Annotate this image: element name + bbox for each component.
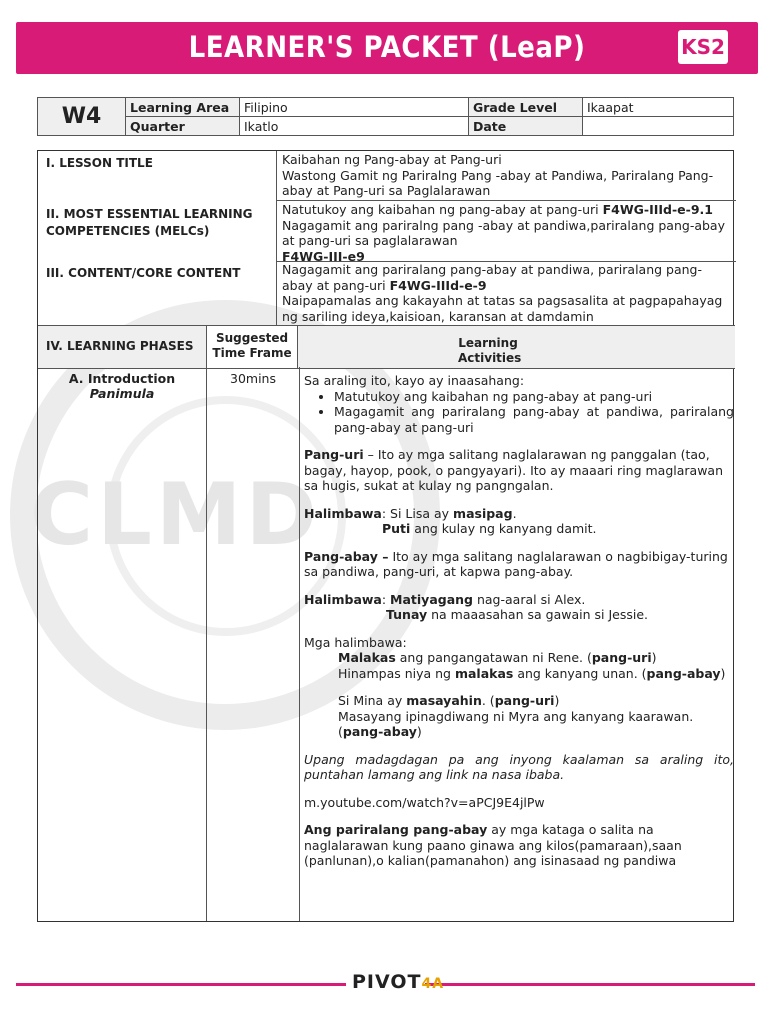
m1-tag: pang-uri	[591, 650, 652, 665]
ex2-bold: Puti	[382, 521, 411, 536]
ex4-bold: Tunay	[386, 607, 428, 622]
example-m3	[304, 693, 734, 709]
phases-label: IV. LEARNING PHASES	[46, 339, 194, 353]
date-value	[583, 117, 734, 136]
m3-pre: Si Mina ay	[338, 693, 407, 708]
phase-a-subtitle: Panimula	[89, 386, 155, 401]
objective-item: • Magagamit ang pariralang pang-abay at pandiwa, pariralang pang-abay at pang-uri	[334, 404, 734, 435]
extra-knowledge-note: Upang madagdagan pa ang inyong kaalaman sa araling ito, puntahan lamang ang link na nasa ibaba.	[304, 751, 734, 782]
date-label: Date	[469, 117, 583, 136]
phases-header-row	[38, 325, 735, 369]
melc-cell	[276, 201, 736, 262]
m3-tag: pang-uri	[494, 693, 555, 708]
content-label: III. CONTENT/CORE CONTENT	[46, 266, 241, 280]
ex3-bold: Matiyagang	[390, 591, 473, 607]
ex3-post: nag-aaral si Alex.	[473, 591, 586, 607]
melc-label-cell	[38, 201, 276, 261]
lesson-title-text: Kaibahan ng Pang-abay at Pang-uri Wastong Gamit ng Pariralng Pang -abay at Pandiwa, Pariralang Pang-abay at Pang-uri sa Paglalarawan	[282, 152, 714, 198]
m4-tag: pang-abay	[342, 724, 417, 739]
phase-a-cell	[38, 371, 206, 401]
melc-code-2: F4WG-III-e9	[282, 248, 365, 264]
activities-label: Learning Activities	[458, 336, 522, 365]
example-m4-tag	[304, 724, 734, 740]
halimbawa-label: Halimbawa	[304, 505, 382, 521]
activities-intro: Sa araling ito, kayo ay inaasahang:	[304, 373, 525, 388]
m2-pre: Hinampas niya ng	[338, 665, 455, 681]
phrase-def-text: ay mga kataga o salita na naglalarawan kung paano ginawa ang kilos(pamaraan),saan (panlunan),o kalian(pamanahon) ang isinasaad ng pandiwa	[304, 822, 682, 868]
ex1-bold: masipag	[453, 505, 513, 521]
pangabay-definition	[304, 549, 734, 580]
ks-badge: KS2	[678, 30, 728, 64]
panguri-def-text: – Ito ay mga salitang naglalarawan ng panggalan (tao, bagay, hayop, pook, o pangyayari). Ito ay maaari ring maglarawan sa hugis, sukat at kulay ng pangngalan.	[304, 447, 724, 493]
footer-line-right	[425, 983, 755, 986]
ex3-pre: :	[381, 591, 391, 607]
lesson-title-label: I. LESSON TITLE	[46, 156, 153, 170]
content-label-cell	[38, 261, 276, 325]
m1-bold: Malakas	[338, 650, 396, 665]
ex1-pre: : Si Lisa ay	[381, 505, 454, 521]
content-line-2: Naipapamalas ang kakayahn at tatas sa pagsasalita at pagpapahayag ng sariling ideya,kaisioan, karansan at damdamin	[282, 293, 723, 324]
info-table	[37, 97, 734, 136]
melc-line-1: Natutukoy ang kaibahan ng pang-abay at pang-uri	[282, 202, 603, 217]
ex1-post: .	[512, 505, 517, 521]
halimbawa-label: Halimbawa	[304, 591, 382, 607]
example-m2	[304, 666, 734, 682]
pivot-logo-text: PIVOT	[352, 971, 422, 993]
pangabay-def-text: Ito ay mga salitang naglalarawan o nagbibigay-turing sa pandiwa, pang-uri, at kapwa pang-abay.	[304, 548, 728, 579]
quarter-value: Ikatlo	[240, 117, 469, 136]
content-code-1: F4WG-IIId-e-9	[389, 277, 487, 293]
activities-content	[304, 373, 734, 881]
ex4-post: na maaasahan sa gawain si Jessie.	[427, 607, 648, 622]
lesson-title-label-cell	[38, 151, 276, 201]
example-m4	[304, 709, 734, 725]
lesson-title-cell	[276, 151, 736, 201]
packet-title: LEARNER'S PACKET (LeaP)	[188, 30, 586, 64]
video-link[interactable]: m.youtube.com/watch?v=aPCJ9E4jlPw	[304, 794, 545, 810]
content-cell	[276, 261, 736, 325]
phase-a-time: 30mins	[230, 371, 276, 386]
m4-pre: Masayang ipinagdiwang ni Myra ang kanyang kaarawan.	[338, 708, 694, 724]
example-panguri	[304, 506, 734, 537]
open-paren: (	[338, 724, 343, 739]
pivot-logo	[352, 971, 445, 993]
m2-post: ang kanyang unan. (	[513, 665, 647, 681]
m2-bold: malakas	[454, 665, 514, 681]
example-pangabay	[304, 592, 734, 623]
grade-level-value: Ikaapat	[583, 98, 734, 117]
m1-post: ang pangangatawan ni Rene. (	[395, 650, 592, 665]
m2-tag: pang-abay	[646, 665, 721, 681]
pangabay-term: Pang-abay –	[304, 548, 389, 564]
m3-bold: masayahin	[406, 693, 482, 708]
content-line-1: Nagagamit ang pariralang pang-abay at pandiwa, pariralang pang-abay at pang-uri	[282, 262, 702, 293]
melc-code-1: F4WG-IIId-e-9.1	[602, 202, 713, 217]
learning-area-value: Filipino	[240, 98, 469, 117]
m3-post: . (	[481, 693, 495, 708]
timeframe-column	[206, 367, 300, 921]
melc-text	[277, 201, 736, 265]
example-m1	[304, 650, 734, 666]
phase-a-title: A. Introduction	[68, 371, 176, 386]
panguri-term: Pang-uri	[304, 447, 364, 462]
learning-area-label: Learning Area	[126, 98, 240, 117]
objective-item: • Matutukoy ang kaibahan ng pang-abay at pang-uri	[334, 389, 734, 405]
phrase-term: Ang pariralang pang-abay	[304, 822, 488, 837]
header-banner	[16, 22, 758, 74]
melc-label: II. MOST ESSENTIAL LEARNING COMPETENCIES (MELCs)	[46, 207, 253, 238]
melc-line-2: Nagagamit ang pariralng pang -abay at pandiwa,pariralang pang-abay at pang-uri sa paglalarawan	[282, 217, 725, 248]
phrase-definition	[304, 822, 734, 869]
close-paren: )	[416, 724, 422, 739]
week-cell: W4	[38, 98, 126, 136]
objectives-list	[304, 389, 734, 436]
content-text	[277, 261, 736, 325]
panguri-definition	[304, 447, 734, 494]
mga-halimbawa-label: Mga halimbawa:	[304, 634, 407, 650]
grade-level-label: Grade Level	[469, 98, 583, 117]
close-paren: )	[651, 650, 657, 665]
close-paren: )	[554, 693, 560, 708]
close-paren: )	[720, 665, 726, 681]
footer-line-left	[16, 983, 346, 986]
ex2-post: ang kulay ng kanyang damit.	[410, 521, 597, 536]
timeframe-label: Suggested Time Frame	[206, 326, 298, 368]
pivot-logo-sub: 4A	[421, 976, 445, 992]
lesson-table	[37, 150, 734, 922]
quarter-label: Quarter	[126, 117, 240, 136]
watermark-text: CLMD	[30, 465, 321, 565]
